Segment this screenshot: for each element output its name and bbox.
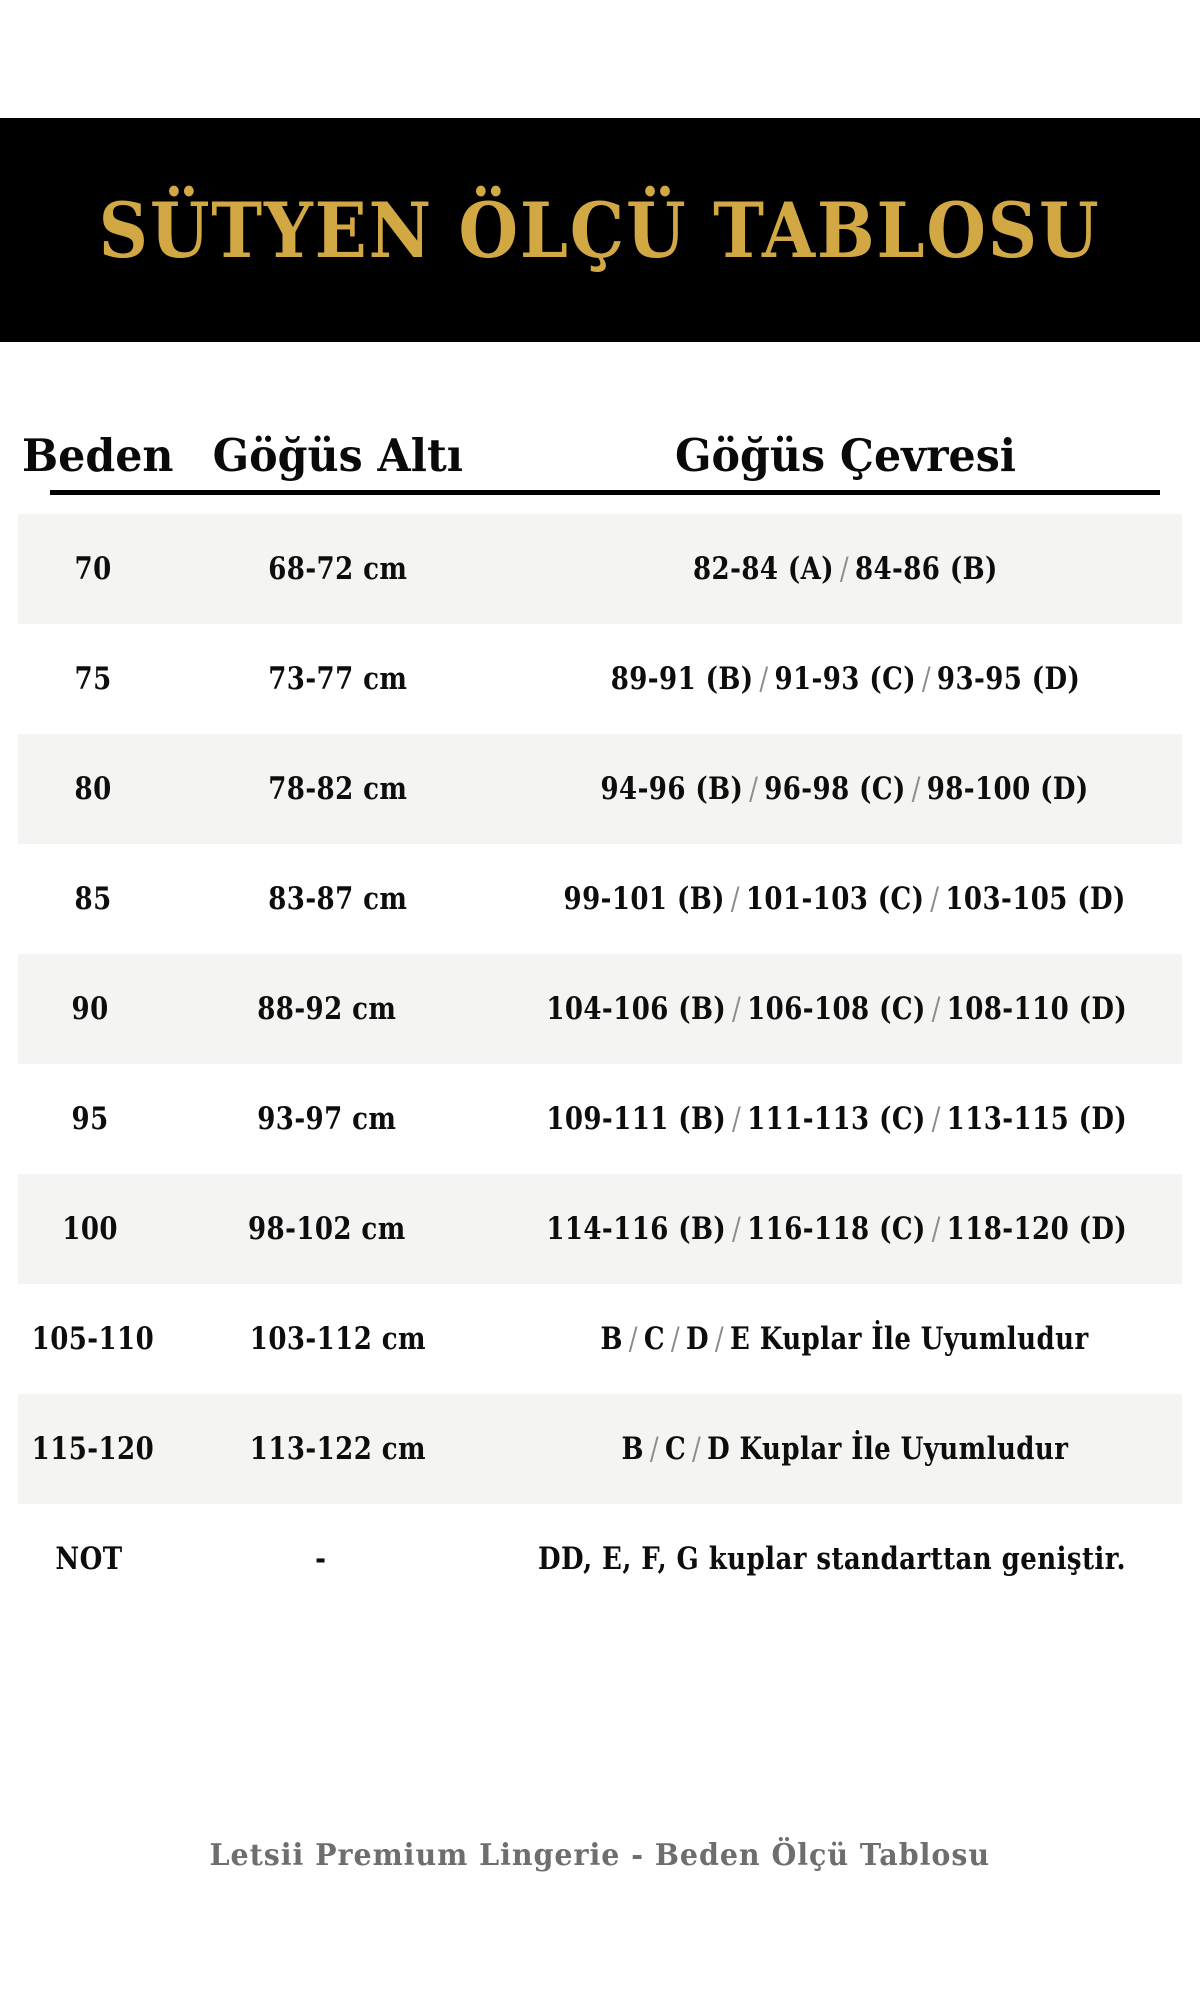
page-title: SÜTYEN ÖLÇÜ TABLOSU	[99, 185, 1101, 275]
underbust-value: 68-72 cm	[268, 551, 408, 587]
slash-separator: /	[731, 1101, 741, 1137]
bust-range: 108-110 (D)	[946, 991, 1127, 1027]
bust-cell	[508, 661, 1182, 697]
bust-range: B	[600, 1321, 624, 1357]
slash-separator: /	[931, 991, 941, 1027]
table-row	[18, 1064, 1182, 1174]
size-cell	[18, 1321, 168, 1357]
slash-separator: /	[931, 1101, 941, 1137]
bust-value	[622, 1431, 1069, 1467]
column-header-size: Beden	[21, 429, 174, 482]
table-row	[18, 1504, 1182, 1614]
table-row	[18, 624, 1182, 734]
footer-caption: Letsii Premium Lingerie - Beden Ölçü Tablosu	[209, 1838, 991, 1873]
bust-range: D Kuplar İle Uyumludur	[707, 1431, 1069, 1467]
bust-range: 101-103 (C)	[746, 881, 925, 917]
bust-range: C	[644, 1321, 666, 1357]
underbust-value: 93-97 cm	[257, 1101, 397, 1137]
underbust-cell	[168, 1431, 508, 1467]
underbust-cell	[163, 991, 491, 1027]
underbust-value: 88-92 cm	[257, 991, 397, 1027]
table-row	[18, 734, 1182, 844]
slash-separator: /	[691, 1431, 702, 1467]
bust-range: D	[686, 1321, 710, 1357]
bust-value	[546, 1211, 1127, 1247]
bust-range: 98-100 (D)	[927, 771, 1090, 807]
size-cell	[18, 881, 168, 917]
underbust-cell	[168, 771, 508, 807]
bust-range: 93-95 (D)	[936, 661, 1080, 697]
column-header-underbust: Göğüs Altı	[212, 429, 464, 482]
table-row	[18, 1284, 1182, 1394]
bust-cell	[491, 1211, 1182, 1247]
bust-cell	[491, 991, 1182, 1027]
size-cell	[18, 1541, 160, 1577]
bust-value	[538, 1541, 1126, 1577]
size-value: NOT	[55, 1541, 123, 1577]
size-cell	[18, 551, 168, 587]
bust-range: 94-96 (B)	[600, 771, 744, 807]
bust-range: 111-113 (C)	[746, 1101, 926, 1137]
slash-separator: /	[715, 1321, 725, 1357]
bust-range: B	[621, 1431, 644, 1467]
bust-range: 113-115 (D)	[946, 1101, 1127, 1137]
size-value: 90	[71, 991, 109, 1027]
bust-value	[564, 881, 1126, 917]
bust-range: 118-120 (D)	[946, 1211, 1127, 1247]
header-divider-line	[50, 490, 1160, 495]
slash-separator: /	[921, 661, 931, 697]
underbust-cell	[168, 661, 508, 697]
table-row	[18, 514, 1182, 624]
bust-cell	[482, 1541, 1182, 1577]
underbust-cell	[163, 1101, 491, 1137]
bust-range: 106-108 (C)	[746, 991, 926, 1027]
table-body	[18, 514, 1182, 1614]
bust-cell	[508, 771, 1182, 807]
bust-range: DD, E, F, G kuplar standarttan geniştir.	[538, 1541, 1127, 1577]
size-value: 85	[74, 881, 112, 917]
slash-separator: /	[931, 1211, 941, 1247]
underbust-cell	[160, 1541, 482, 1577]
size-cell	[18, 661, 168, 697]
slash-separator: /	[649, 1431, 660, 1467]
slash-separator: /	[930, 881, 940, 917]
bust-range: 96-98 (C)	[764, 771, 907, 807]
bust-range: 99-101 (B)	[563, 881, 726, 917]
bust-cell	[508, 881, 1182, 917]
size-value: 105-110	[31, 1321, 155, 1357]
slash-separator: /	[671, 1321, 681, 1357]
bust-range: 82-84 (A)	[692, 551, 834, 587]
table-row	[18, 954, 1182, 1064]
size-cell	[18, 1211, 163, 1247]
bust-range: 109-111 (B)	[545, 1101, 726, 1137]
column-header-bust: Göğüs Çevresi	[674, 429, 1016, 482]
underbust-value: 103-112 cm	[249, 1321, 427, 1357]
size-cell	[18, 1431, 168, 1467]
bust-range: 114-116 (B)	[545, 1211, 726, 1247]
bust-range: 89-91 (B)	[610, 661, 754, 697]
size-cell	[18, 991, 163, 1027]
slash-separator: /	[731, 991, 741, 1027]
underbust-cell	[168, 551, 508, 587]
bust-value	[601, 771, 1089, 807]
bust-cell	[508, 1431, 1182, 1467]
slash-separator: /	[912, 771, 922, 807]
size-value: 75	[74, 661, 112, 697]
size-cell	[18, 771, 168, 807]
slash-separator: /	[731, 881, 741, 917]
bust-range: 84-86 (B)	[854, 551, 998, 587]
size-cell	[18, 1101, 163, 1137]
underbust-value: 83-87 cm	[268, 881, 408, 917]
underbust-cell	[168, 881, 508, 917]
slash-separator: /	[758, 661, 769, 697]
underbust-cell	[163, 1211, 491, 1247]
table-row	[18, 1174, 1182, 1284]
bust-range: C	[664, 1431, 687, 1467]
bust-cell	[491, 1101, 1182, 1137]
bust-range: 91-93 (C)	[773, 661, 916, 697]
slash-separator: /	[629, 1321, 639, 1357]
bust-value	[610, 661, 1080, 697]
slash-separator: /	[749, 771, 759, 807]
bust-value	[693, 551, 998, 587]
slash-separator: /	[731, 1211, 741, 1247]
size-value: 95	[71, 1101, 109, 1137]
bust-value	[546, 991, 1127, 1027]
table-row	[18, 844, 1182, 954]
bust-range: 116-118 (C)	[746, 1211, 926, 1247]
bust-cell	[508, 551, 1182, 587]
slash-separator: /	[839, 551, 849, 587]
size-value: 100	[62, 1211, 119, 1247]
bust-value	[546, 1101, 1127, 1137]
underbust-value: -	[315, 1541, 327, 1577]
size-value: 115-120	[31, 1431, 155, 1467]
underbust-value: 78-82 cm	[268, 771, 408, 807]
bust-range: 103-105 (D)	[945, 881, 1127, 917]
title-band	[0, 118, 1200, 342]
size-value: 80	[74, 771, 112, 807]
table-header-row	[18, 430, 1182, 482]
table-row	[18, 1394, 1182, 1504]
underbust-value: 113-122 cm	[249, 1431, 427, 1467]
bust-range: E Kuplar İle Uyumludur	[730, 1321, 1090, 1357]
underbust-value: 73-77 cm	[268, 661, 408, 697]
bust-value	[601, 1321, 1089, 1357]
bust-range: 104-106 (B)	[545, 991, 726, 1027]
underbust-cell	[168, 1321, 508, 1357]
underbust-value: 98-102 cm	[247, 1211, 406, 1247]
bust-cell	[508, 1321, 1182, 1357]
size-value: 70	[74, 551, 112, 587]
